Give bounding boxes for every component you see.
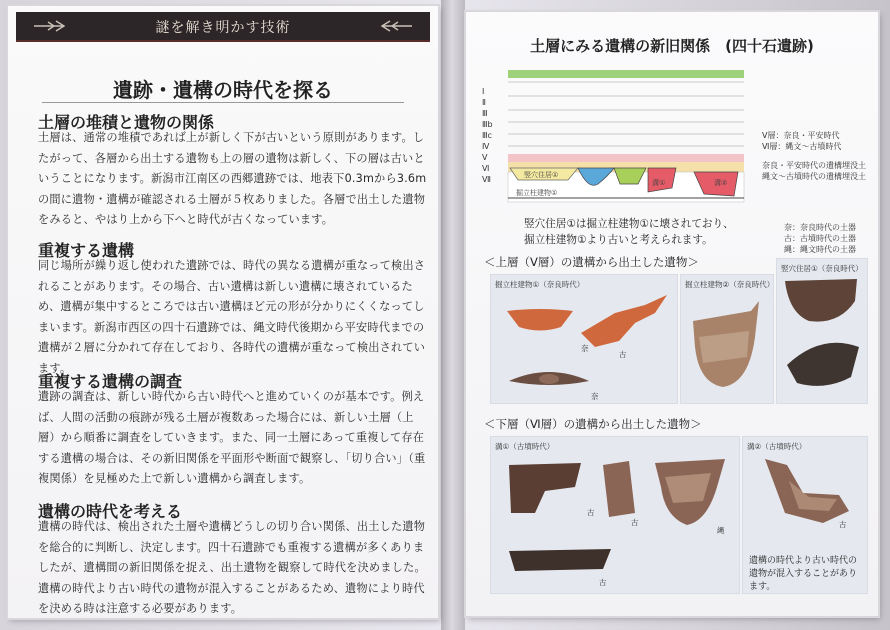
pottery-fragment-image: [601, 459, 641, 519]
pottery-cup-image: [783, 277, 861, 327]
page-title: 遺跡・遺構の時代を探る: [113, 78, 333, 102]
layer-label: Ⅱ: [482, 98, 486, 107]
section-body: 同じ場所が繰り返し使われた遺跡では、時代の異なる遺構が重なって検出されることがあります。その場合、古い遺構は新しい遺構に壊されているため、遺構が集中するところでは古い遺構ほど元の形が分かりにくくなってしまいます。新潟市西区の四十石遺跡では、縄文時代後期から平安時代までの遺構が２層に分かれて存在しており、各時代の遺構が重なって検出されています。: [38, 259, 426, 375]
pottery-bowl-dark-image: [785, 337, 861, 389]
board-divider: [441, 0, 465, 630]
right-info-panel: [466, 12, 878, 616]
section-heading: 土層の堆積と遺物の関係: [38, 113, 215, 132]
pottery-shard-red-image: [575, 293, 671, 353]
legend-item: 縄：縄文時代の土器: [784, 245, 856, 254]
era-mark: 古: [839, 520, 847, 529]
layer-label: Ⅲc: [482, 131, 492, 140]
artifact-panel-pillar1: [490, 274, 678, 404]
section-body: 遺跡の調査は、新しい時代から古い時代へと進めていくのが基本です。例えば、人間の活動の痕跡が残る土層が複数あった場合には、新しい土層（上層）から順番に調査をしていきます。また、同一土層にあって重複して存在する遺構の場合は、その新旧関係を平面形や断面で観察し、「切り合い」（重複関係）を見極めた上で新しい遺構から調査します。: [38, 390, 426, 486]
ditch1-label: 溝①: [652, 179, 666, 187]
layer-label: Ⅳ: [482, 142, 490, 151]
layer-label: Ⅵ: [482, 164, 490, 173]
artifact-panel-pillar2: [680, 274, 774, 404]
lower-artifacts-heading: ＜下層（Ⅵ層）の遺構から出土した遺物＞: [484, 417, 702, 431]
pottery-vessel-image: [651, 457, 729, 529]
layer-labels: [482, 86, 498, 185]
upper-artifacts-heading: ＜上層（Ⅴ層）の遺構から出土した遺物＞: [484, 255, 699, 269]
legend-item: Ⅵ層：縄文～古墳時代: [762, 142, 842, 151]
artifact-panel-label: 溝②（古墳時代）: [747, 442, 807, 451]
banner-text: 謎を解き明かす技術: [155, 20, 291, 36]
legend-item: Ⅴ層：奈良・平安時代: [762, 131, 840, 140]
section-heading: 重複する遺構: [38, 241, 135, 260]
artifact-panel-label: 掘立柱建物②（奈良時代）: [685, 280, 775, 289]
artifact-panel-pit: [776, 258, 868, 404]
layer-v: [508, 154, 744, 162]
era-mark: 縄: [717, 526, 725, 535]
pottery-shard-brown-image: [505, 461, 587, 517]
ornament-right-icon: [374, 20, 412, 32]
artifact-panel-label: 溝①（古墳時代）: [495, 442, 555, 451]
pottery-bowl-image: [505, 307, 575, 335]
artifact-panel-ditch1: [490, 436, 740, 594]
layer-label: Ⅲb: [482, 120, 493, 129]
pottery-lid-image: [507, 363, 591, 393]
banner: [16, 12, 430, 42]
pit-label: 竪穴住居①: [524, 171, 559, 179]
layer-label: Ⅰ: [482, 87, 485, 96]
section-body: 土層は、通常の堆積であれば上が新しく下が古いという原則があります。したがって、各層から出土する遺物も上の層の遺物は新しく、下の層は古いということになります。新潟市江南区の西郷遺跡では、地表下0.3mから3.6mの間に遺物・遺構が確認される土層が５枚ありました。各層で出土した遺物をみると、やはり上から下へと時代が古くなっています。: [38, 131, 427, 227]
artifact-panel-label: 竪穴住居①（奈良時代）: [781, 264, 863, 273]
layer-label: Ⅴ: [482, 153, 488, 162]
layer-legend: [762, 130, 841, 152]
mixing-note: 遺構の時代より古い時代の遺物が混入することがあります。: [749, 556, 858, 592]
legend-item: 奈良・平安時代の遺構埋没土: [762, 161, 866, 170]
layer-label: Ⅲ: [482, 109, 488, 118]
section-heading: 重複する遺構の調査: [38, 372, 183, 391]
topsoil-layer: [508, 70, 744, 78]
pillar-label: 掘立柱建物①: [516, 189, 558, 197]
legend-item: 古：古墳時代の土器: [784, 234, 856, 243]
feature-legend: [762, 160, 866, 182]
era-mark: 古: [587, 508, 595, 517]
era-legend: [784, 222, 856, 255]
era-mark: 古: [599, 578, 607, 587]
era-mark: 奈: [581, 344, 589, 353]
artifact-panel-label: 掘立柱建物①（奈良時代）: [495, 280, 585, 289]
left-info-panel: [8, 6, 438, 618]
pottery-pot-image: [759, 455, 855, 525]
layer-label: Ⅶ: [482, 175, 491, 184]
section-heading: 遺構の時代を考える: [38, 502, 183, 521]
pottery-jar-image: [689, 297, 765, 389]
pottery-rim-shard-image: [505, 545, 615, 575]
divider: [42, 102, 404, 103]
ditch2-label: 溝②: [714, 179, 728, 187]
era-mark: 古: [619, 350, 627, 359]
section-body: 遺構の時代は、検出された土層や遺構どうしの切り合い関係、出土した遺物を総合的に判断し、決定します。四十石遺跡でも重複する遺構が多くありましたが、遺構間の新旧関係を捉え、出土遺物を観察して時代を決めました。遺構の時代より古い時代の遺物が混入することがあるため、遺物により時代を決める時は注意する必要があります。: [38, 520, 426, 616]
artifact-panel-ditch2: [742, 436, 868, 594]
legend-item: 奈：奈良時代の土器: [784, 223, 856, 232]
era-mark: 奈: [591, 392, 599, 401]
legend-item: 縄文～古墳時代の遺構埋没土: [762, 172, 866, 181]
diagram-title: 土層にみる遺構の新旧関係 (四十石遺跡): [530, 37, 814, 55]
era-mark: 古: [631, 518, 639, 527]
diagram-note: 竪穴住居①は掘立柱建物①に壊されており、掘立柱建物①より古いと考えられます。: [524, 218, 734, 246]
